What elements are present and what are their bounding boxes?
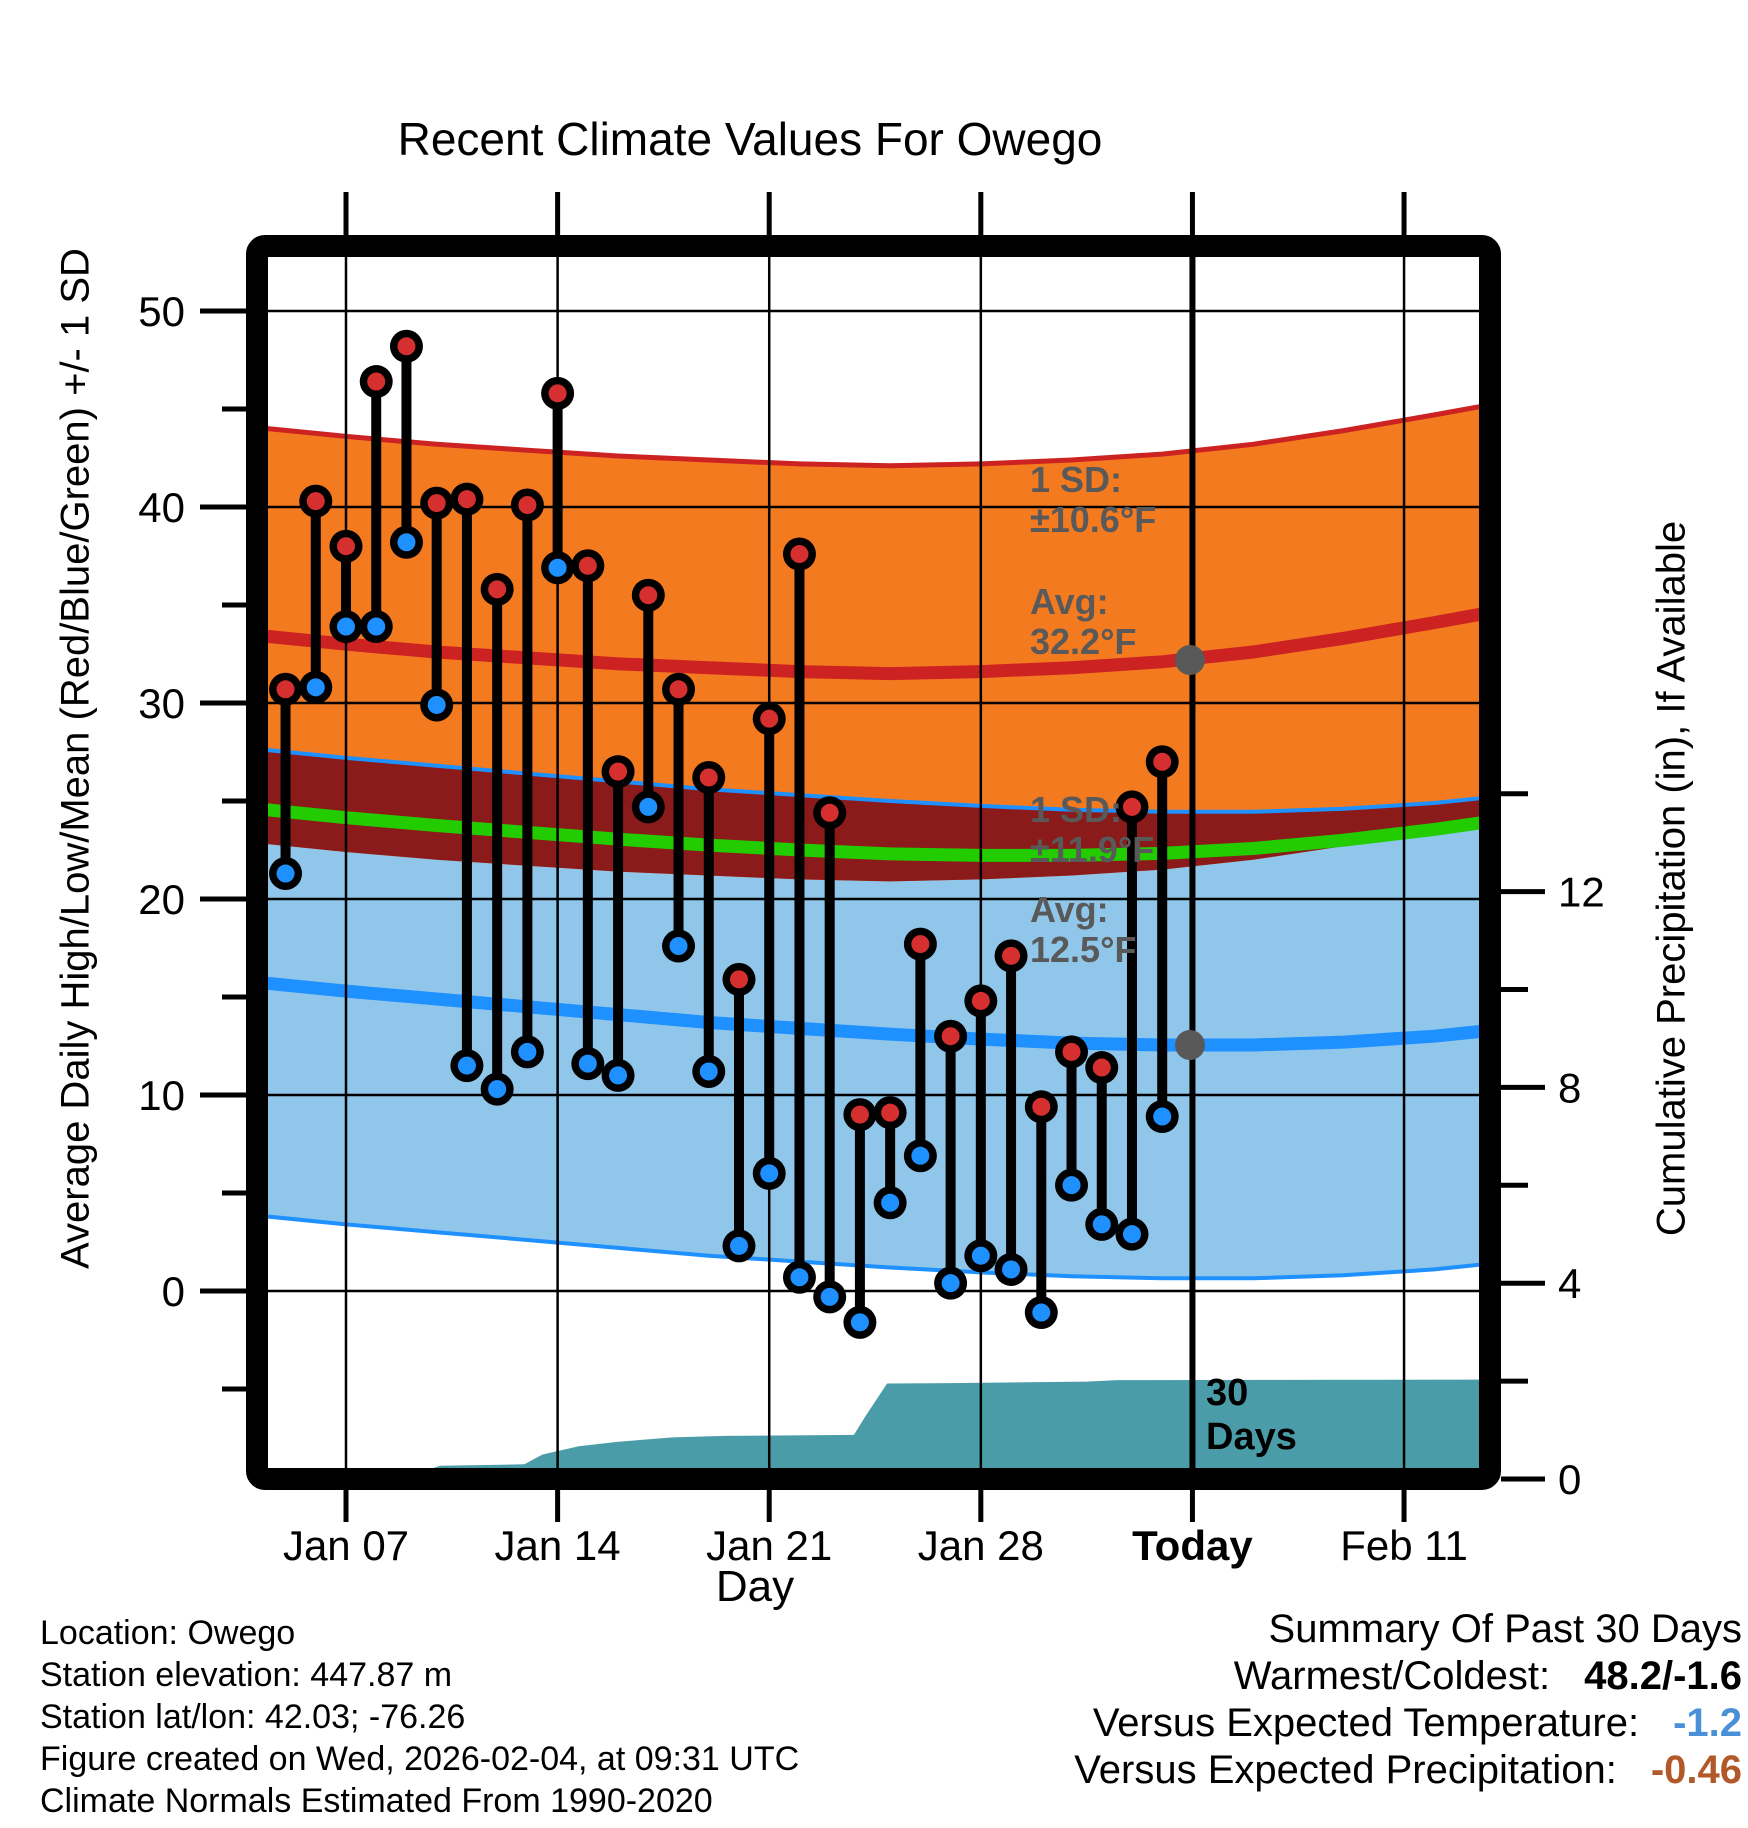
annotation-high-avg-label: Avg: <box>1030 581 1109 622</box>
summary-vs-precip-value: -0.46 <box>1650 1748 1742 1792</box>
high-dot-Jan 29 <box>1002 947 1020 965</box>
period-label-line2: Days <box>1206 1415 1297 1458</box>
high-dot-Jan 05 <box>277 680 295 698</box>
high-dot-Jan 26 <box>911 935 929 953</box>
annotation-low-sd-label: 1 SD: <box>1030 789 1123 830</box>
x-axis-label: Day <box>715 1562 795 1611</box>
high-dot-Jan 25 <box>881 1104 899 1122</box>
high-dot-Jan 08 <box>367 373 385 391</box>
high-dot-Jan 10 <box>428 494 446 512</box>
low-dot-Feb 03 <box>1153 1108 1171 1126</box>
meta-created: Figure created on Wed, 2026-02-04, at 09:31 UTC <box>40 1740 800 1778</box>
y-axis-left-label: Average Daily High/Low/Mean (Red/Blue/Green) +/- 1 SD <box>53 248 98 1269</box>
low-dot-Jan 30 <box>1032 1304 1050 1322</box>
low-dot-Jan 05 <box>277 865 295 883</box>
y-left-tick-label-0: 0 <box>161 1268 185 1315</box>
y-left-tick-label-50: 50 <box>138 288 185 335</box>
high-dot-Jan 14 <box>549 384 567 402</box>
low-dot-Jan 18 <box>670 937 688 955</box>
high-dot-Jan 28 <box>972 992 990 1010</box>
high-dot-Feb 03 <box>1153 753 1171 771</box>
annotation-high-sd-label: 1 SD: <box>1030 459 1123 500</box>
summary-title: Summary Of Past 30 Days <box>1268 1607 1742 1651</box>
low-dot-Jan 29 <box>1002 1260 1020 1278</box>
low-dot-Jan 10 <box>428 696 446 714</box>
y-right-tick-label-8: 8 <box>1558 1064 1582 1112</box>
annotation-high-avg-value: 32.2°F <box>1030 620 1137 662</box>
meta-normals: Climate Normals Estimated From 1990-2020 <box>40 1782 713 1820</box>
annotation-low-avg-label: Avg: <box>1030 889 1109 930</box>
summary-row-precip: Versus Expected Precipitation: -0.46 <box>1074 1748 1742 1792</box>
high-dot-Jan 23 <box>821 804 839 822</box>
high-dot-Jan 31 <box>1063 1043 1081 1061</box>
high-dot-Jan 20 <box>730 970 748 988</box>
summary-row-warmest: Warmest/Coldest: 48.2/-1.6 <box>1233 1654 1742 1698</box>
y-left-tick-label-40: 40 <box>138 484 185 531</box>
y-left-tick-label-30: 30 <box>138 680 185 727</box>
high-dot-Jan 22 <box>790 545 808 563</box>
period-30-days-label <box>1206 1372 1297 1459</box>
plot-area <box>267 401 1510 1483</box>
summary-warmest-coldest-value: 48.2/-1.6 <box>1584 1654 1742 1698</box>
low-dot-Jan 27 <box>942 1274 960 1292</box>
cumulative-precip-area <box>268 1380 1510 1483</box>
y-right-tick-label-0: 0 <box>1558 1456 1582 1503</box>
y-right-tick-label-12: 12 <box>1558 868 1605 916</box>
high-dot-Jan 21 <box>760 710 778 728</box>
x-tick-label-Jan 28: Jan 28 <box>917 1522 1044 1569</box>
annotation-high-sd-value: ±10.6°F <box>1030 498 1157 540</box>
x-tick-label-Jan 07: Jan 07 <box>282 1522 410 1569</box>
low-dot-Jan 16 <box>609 1066 627 1084</box>
low-dot-Jan 22 <box>790 1268 808 1286</box>
low-dot-Feb 02 <box>1123 1225 1141 1243</box>
low-dot-Feb 01 <box>1093 1215 1111 1233</box>
high-dot-Jan 16 <box>609 763 627 781</box>
low-dot-Jan 08 <box>367 618 385 636</box>
low-dot-Jan 13 <box>518 1043 536 1061</box>
summary-row-temp: Versus Expected Temperature: -1.2 <box>1092 1701 1742 1745</box>
x-tick-label-Jan 21: Jan 21 <box>706 1522 833 1569</box>
high-dot-Jan 17 <box>639 586 657 604</box>
high-dot-Jan 24 <box>851 1106 869 1124</box>
y-left-tick-label-20: 20 <box>138 876 185 923</box>
low-dot-Jan 25 <box>881 1194 899 1212</box>
high-dot-Jan 15 <box>579 557 597 575</box>
low-dot-Jan 23 <box>821 1288 839 1306</box>
y-axis-right-label: Cumulative Precipitation (in), If Available <box>1649 520 1694 1237</box>
annotation-high-avg <box>1030 582 1136 661</box>
page-title: Recent Climate Values For Owego <box>397 113 1103 165</box>
x-tick-label-Feb 11: Feb 11 <box>1340 1522 1468 1569</box>
low-dot-Jan 20 <box>730 1237 748 1255</box>
high-dot-Jan 18 <box>670 680 688 698</box>
annotation-low-avg-value: 12.5°F <box>1030 928 1137 970</box>
low-dot-Jan 21 <box>760 1164 778 1182</box>
meta-elevation: Station elevation: 447.87 m <box>40 1656 453 1694</box>
high-dot-Jan 07 <box>337 537 355 555</box>
x-tick-label-Jan 14: Jan 14 <box>494 1522 621 1569</box>
annotation-low-avg <box>1030 890 1136 969</box>
annotation-low-sd <box>1030 790 1154 869</box>
high-dot-Jan 27 <box>942 1027 960 1045</box>
low-dot-Jan 17 <box>639 798 657 816</box>
low-dot-Jan 15 <box>579 1055 597 1073</box>
x-tick-label-Today: Today <box>1132 1522 1253 1569</box>
y-left-tick-label-10: 10 <box>138 1072 185 1119</box>
high-dot-Jan 19 <box>700 768 718 786</box>
high-dot-Jan 12 <box>488 580 506 598</box>
high-dot-Jan 11 <box>458 490 476 508</box>
low-dot-Jan 07 <box>337 618 355 636</box>
low-dot-Jan 14 <box>549 559 567 577</box>
y-right-tick-label-4: 4 <box>1558 1260 1582 1308</box>
high-dot-Jan 30 <box>1032 1098 1050 1116</box>
low-dot-Jan 06 <box>307 678 325 696</box>
high-dot-Feb 01 <box>1093 1059 1111 1077</box>
meta-location: Location: Owego <box>40 1614 296 1652</box>
summary-vs-temp-value: -1.2 <box>1673 1701 1742 1745</box>
today-avg-high-marker <box>1175 645 1205 675</box>
low-dot-Jan 26 <box>911 1147 929 1165</box>
low-dot-Jan 12 <box>488 1080 506 1098</box>
low-dot-Jan 28 <box>972 1247 990 1265</box>
annotation-high-sd <box>1030 460 1156 539</box>
low-dot-Jan 09 <box>397 533 415 551</box>
high-dot-Jan 13 <box>518 496 536 514</box>
low-dot-Jan 19 <box>700 1062 718 1080</box>
high-dot-Jan 09 <box>397 337 415 355</box>
low-dot-Jan 31 <box>1063 1176 1081 1194</box>
summary-block <box>1074 1606 1742 1794</box>
meta-latlon: Station lat/lon: 42.03; -76.26 <box>40 1698 466 1736</box>
low-dot-Jan 24 <box>851 1313 869 1331</box>
station-metadata <box>40 1612 799 1822</box>
low-dot-Jan 11 <box>458 1057 476 1075</box>
period-label-line1: 30 <box>1206 1372 1249 1414</box>
annotation-low-sd-value: ±11.9°F <box>1030 828 1155 870</box>
today-avg-low-marker <box>1175 1030 1205 1060</box>
high-dot-Jan 06 <box>307 492 325 510</box>
